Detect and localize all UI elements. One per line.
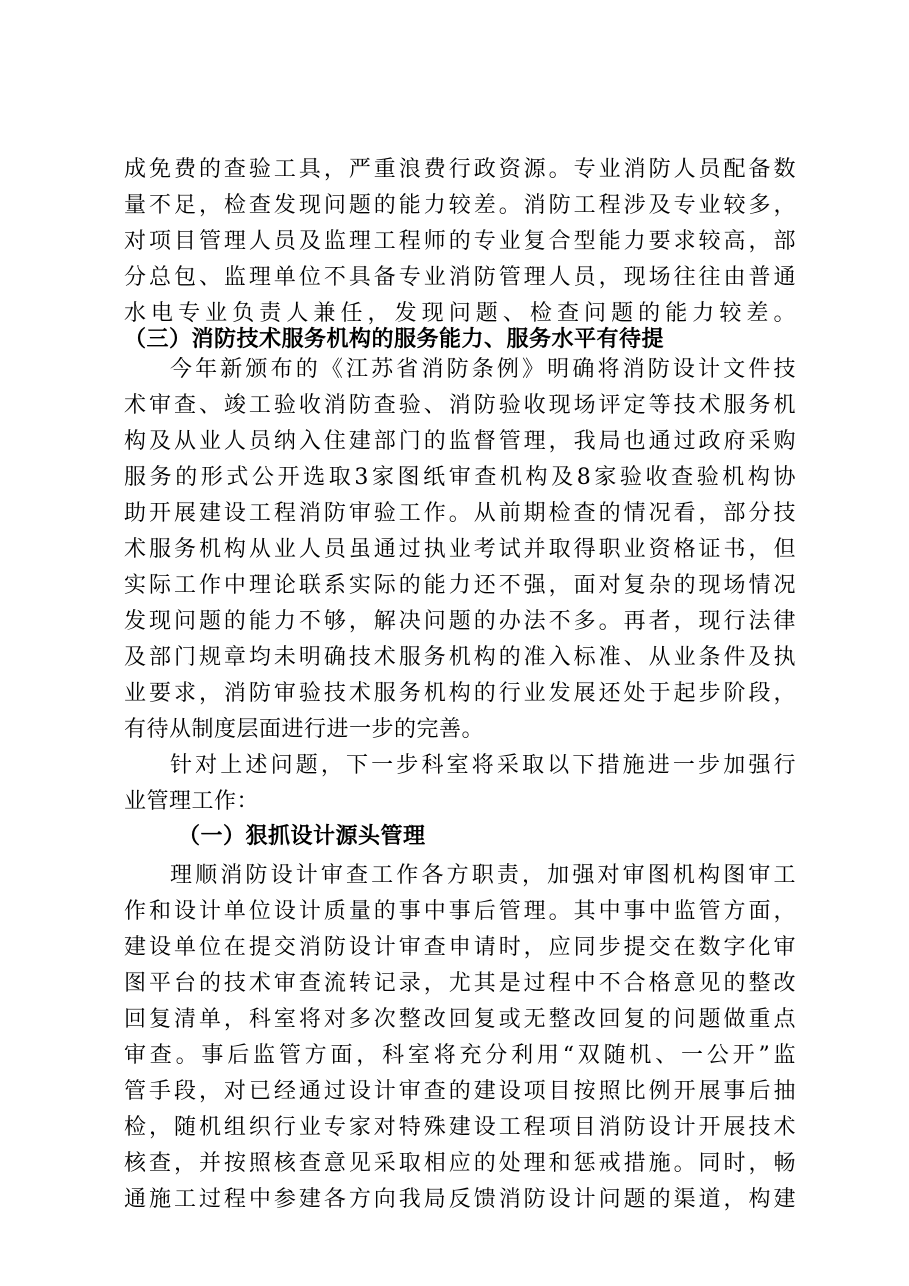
- body-text-line: 管手段，对已经通过设计审查的建设项目按照比例开展事后抽: [124, 1079, 796, 1104]
- body-text-line: 检，随机组织行业专家对特殊建设工程项目消防设计开展技术: [124, 1115, 796, 1140]
- subsection-heading: （一）狠抓设计源头管理: [178, 823, 426, 849]
- body-text-line: 及部门规章均未明确技术服务机构的准入标准、从业条件及执: [124, 645, 796, 670]
- body-text-line: 通施工过程中参建各方向我局反馈消防设计问题的渠道，构建: [124, 1187, 796, 1212]
- body-text-line: 实际工作中理论联系实际的能力还不强，面对复杂的现场情况: [124, 573, 796, 598]
- body-text-line: 分总包、监理单位不具备专业消防管理人员，现场往往由普通: [124, 265, 796, 290]
- section-heading: （三）消防技术服务机构的服务能力、服务水平有待提: [124, 326, 665, 352]
- body-text-line: 针对上述问题，下一步科室将采取以下措施进一步加强行: [170, 753, 796, 778]
- body-text-line: 业要求，消防审验技术服务机构的行业发展还处于起步阶段，: [124, 681, 796, 706]
- body-text-line: 理顺消防设计审查工作各方职责，加强对审图机构图审工: [170, 863, 796, 888]
- body-text-line: 审查。事后监管方面，科室将充分利用“双随机、一公开”监: [124, 1043, 796, 1068]
- body-text-line: 构及从业人员纳入住建部门的监督管理，我局也通过政府采购: [124, 429, 796, 454]
- body-text-line: 作和设计单位设计质量的事中事后管理。其中事中监管方面，: [124, 899, 796, 924]
- body-text-line: 量不足，检查发现问题的能力较差。消防工程涉及专业较多，: [124, 193, 796, 218]
- body-text-line: 水电专业负责人兼任，发现问题、检查问题的能力较差。: [124, 301, 796, 326]
- body-text-line: 建设单位在提交消防设计审查申请时，应同步提交在数字化审: [124, 935, 796, 960]
- body-text-line: 术审查、竣工验收消防查验、消防验收现场评定等技术服务机: [124, 393, 796, 418]
- body-text-line: 回复清单，科室将对多次整改回复或无整改回复的问题做重点: [124, 1007, 796, 1032]
- body-text-line: 助开展建设工程消防审验工作。从前期检查的情况看，部分技: [124, 501, 796, 526]
- body-text-line: 对项目管理人员及监理工程师的专业复合型能力要求较高，部: [124, 229, 796, 254]
- body-text-line: 核查，并按照核查意见采取相应的处理和惩戒措施。同时，畅: [124, 1151, 796, 1176]
- body-text-line: 成免费的查验工具，严重浪费行政资源。专业消防人员配备数: [124, 157, 796, 182]
- body-text-line: 图平台的技术审查流转记录，尤其是过程中不合格意见的整改: [124, 971, 796, 996]
- body-text-line: 服务的形式公开选取3家图纸审查机构及8家验收查验机构协: [124, 465, 796, 490]
- body-text-line: 术服务机构从业人员虽通过执业考试并取得职业资格证书，但: [124, 537, 796, 562]
- body-text-line: 业管理工作：: [124, 789, 260, 814]
- body-text-line: 发现问题的能力不够，解决问题的办法不多。再者，现行法律: [124, 609, 796, 634]
- body-text-line: 有待从制度层面进行进一步的完善。: [124, 717, 485, 742]
- body-text-line: 今年新颁布的《江苏省消防条例》明确将消防设计文件技: [170, 357, 796, 382]
